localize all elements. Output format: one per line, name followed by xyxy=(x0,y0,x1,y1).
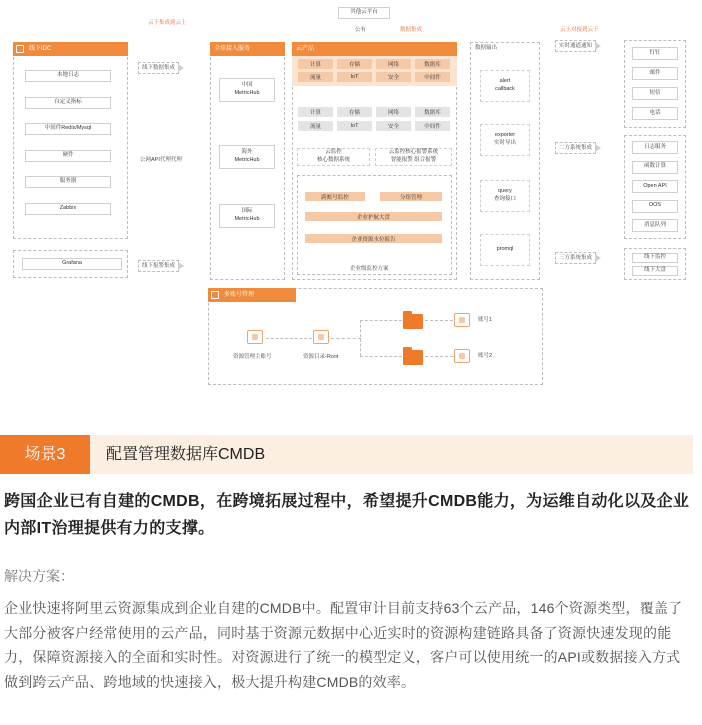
connector-root-branch xyxy=(331,338,361,339)
solution-label: 解决方案： xyxy=(4,568,74,584)
cloud-product-cell: 计算 xyxy=(298,59,333,69)
cloud-product-cell: 网络 xyxy=(376,107,411,117)
other-cloud-box: 其他云平台 xyxy=(338,7,390,19)
offline-idc-header: 线下IDC xyxy=(13,42,128,56)
connector-master-root xyxy=(266,338,312,339)
offline-item: 本地日志 xyxy=(25,70,111,82)
offline-dashboard-box: 线下大盘 xyxy=(632,266,678,276)
resource-report-bar: 企业资源水位报告 xyxy=(305,234,442,243)
monitor-alarm-box: 云监控核心报警系统 智能报警 组合报警 xyxy=(375,148,452,166)
offline-item: 自定义指标 xyxy=(25,97,111,109)
cloud-product-cell: 网络 xyxy=(376,59,411,69)
account1-label: 账号1 xyxy=(478,317,493,323)
data-integration-label: 数据集成 xyxy=(400,27,423,33)
notify-item: 邮件 xyxy=(632,67,678,80)
cloud-product-cell: 中间件 xyxy=(415,121,450,131)
arrow-public-agent: 公网API代理代理 xyxy=(140,157,182,163)
arrow-tertiary: 三方系统集成 xyxy=(555,252,596,264)
master-account-icon xyxy=(247,330,263,344)
global-access-header: 全球接入服务 xyxy=(210,42,285,56)
connector-branch-top xyxy=(360,320,402,321)
solution-paragraph: 企业快速将阿里云资源集成到企业自建的CMDB中。配置审计目前支持63个云产品，146个资源类型，覆盖了大部分被客户经常使用的云产品，同时基于资源元数据中心近实时的资源构建链路具备了资源快速发现的能力，保障资源接入的全面和实时性。对资源进行了统一的模型定义，客户可以使用统一的API或数据接入方式做到跨云产品、跨地域的快速接入，极大提升构建CMDB的效率。 xyxy=(4,600,683,690)
service-item: 消息队列 xyxy=(632,219,678,232)
enterprise-solution-label: 企业级监控方案 xyxy=(350,266,389,272)
cloud-product-cell: 流量 xyxy=(298,72,333,82)
promql-box: promql xyxy=(480,234,530,266)
lead-paragraph: 跨国企业已有自建的CMDB，在跨境拓展过程中，希望提升CMDB能力，为运维自动化以及企业内部IT治理提供有力的支撑。 xyxy=(4,493,690,537)
cloud-product-cell: 数据库 xyxy=(415,107,450,117)
account2-label: 账号2 xyxy=(478,353,493,359)
folder-icon-1 xyxy=(403,314,423,329)
service-item: Open API xyxy=(632,180,678,193)
exporter-box: exporter 实时导出 xyxy=(480,124,530,156)
cloud-sync-note: 云上对接到云下 xyxy=(560,27,599,33)
service-item: 函数计算 xyxy=(632,161,678,174)
connector-folder-2 xyxy=(425,356,453,357)
account-icon xyxy=(211,291,219,299)
offline-monitor-box: 线下监控 xyxy=(632,253,678,263)
multi-account-header: 多账号管理 xyxy=(208,288,296,302)
master-account-label: 资源管理主账号 xyxy=(233,354,272,360)
service-item: 日志服务 xyxy=(632,141,678,154)
arrow-realtime: 实时通道通知 xyxy=(555,40,596,52)
connector-folder-1 xyxy=(425,320,453,321)
connector-branch-bottom xyxy=(360,356,402,357)
cloud-product-cell: 计算 xyxy=(298,107,333,117)
query-box: query 查询接口 xyxy=(480,180,530,212)
group-manage-bar: 分组管理 xyxy=(380,192,442,201)
notify-item: 钉钉 xyxy=(632,47,678,60)
cloud-products-header: 云产品 xyxy=(292,42,457,56)
cloud-product-cell: 中间件 xyxy=(415,72,450,82)
offline-item: 服务器 xyxy=(25,176,111,188)
enterprise-solution-panel xyxy=(297,175,452,275)
offline-item: Zabbix xyxy=(25,203,111,215)
metrichub-cn: 中国 MetricHub xyxy=(219,78,275,102)
folder-icon-2 xyxy=(403,350,423,365)
monitor-core-box: 云监控 核心数据系统 xyxy=(297,148,370,166)
data-output-title: 数据输出 xyxy=(475,45,498,51)
connector-branch-vertical xyxy=(360,320,361,356)
root-directory-icon xyxy=(313,330,329,344)
cloud-product-cell: 安全 xyxy=(376,72,411,82)
cloud-product-cell: IoT xyxy=(337,72,372,82)
metrichub-intl: 国际 MetricHub xyxy=(219,204,275,228)
offline-item: 硬件 xyxy=(25,150,111,162)
arrow-secondary: 二方系统集成 xyxy=(555,142,596,154)
cross-account-bar: 跨账号监控 xyxy=(305,192,365,201)
cloud-product-cell: 存储 xyxy=(337,59,372,69)
arrow-offline-alert: 线下报警集成 xyxy=(138,260,179,272)
cloud-product-cell: IoT xyxy=(337,121,372,131)
cloud-product-cell: 存储 xyxy=(337,107,372,117)
alert-callback-box: alert callback xyxy=(480,70,530,102)
arrow-offline-data: 线下数据集成 xyxy=(138,62,179,74)
root-directory-label: 资源目录-Root xyxy=(303,354,339,360)
metrichub-overseas: 海外 MetricHub xyxy=(219,145,275,169)
service-item: OOS xyxy=(632,200,678,213)
enterprise-dashboard-bar: 企业护航大盘 xyxy=(305,212,442,221)
offline-item: 中间件Redis/Mysql xyxy=(25,123,111,135)
notify-item: 短信 xyxy=(632,87,678,100)
building-icon xyxy=(16,45,24,53)
section-tag: 场景3 xyxy=(0,435,90,474)
account2-icon xyxy=(454,349,470,363)
section-header-bar xyxy=(0,435,693,474)
notify-item: 电话 xyxy=(632,107,678,120)
offline-collect-note: 云下集成到云上 xyxy=(148,20,187,26)
account1-icon xyxy=(454,313,470,327)
public-cloud-label: 公有 xyxy=(355,27,367,33)
grafana-panel xyxy=(13,250,128,278)
cloud-product-cell: 流量 xyxy=(298,121,333,131)
section-title: 配置管理数据库CMDB xyxy=(106,446,266,463)
grafana-box: Grafana xyxy=(22,258,122,270)
cloud-product-cell: 安全 xyxy=(376,121,411,131)
cloud-product-cell: 数据库 xyxy=(415,59,450,69)
